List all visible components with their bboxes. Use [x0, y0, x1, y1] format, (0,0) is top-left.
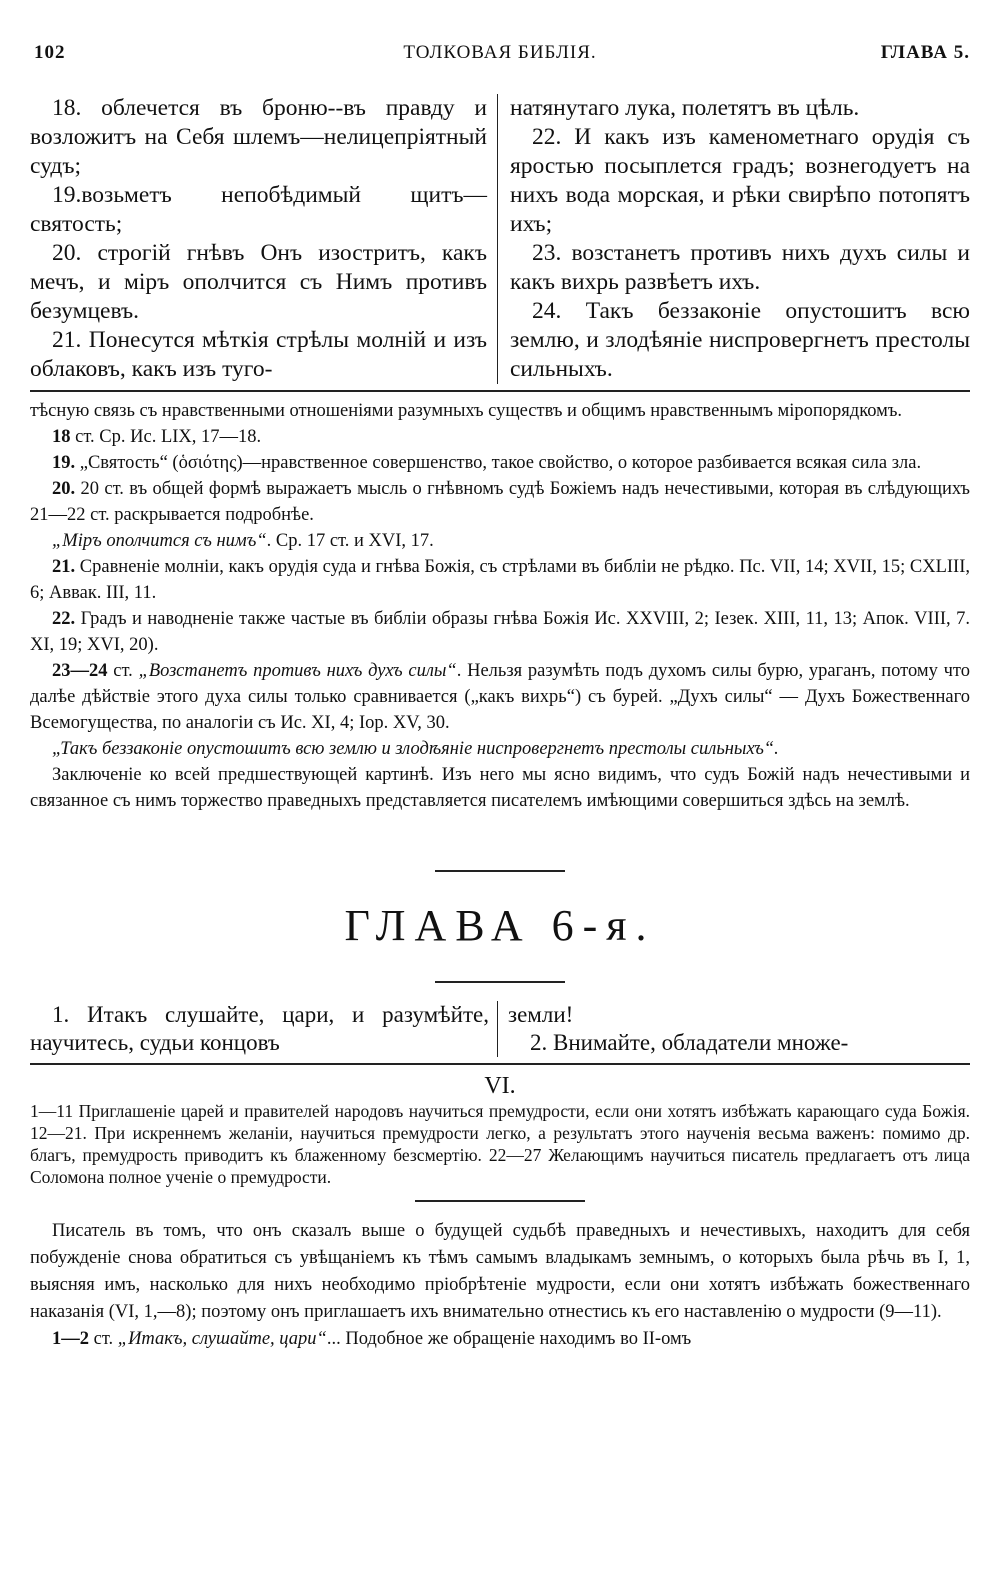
introduction — [30, 1218, 970, 1353]
commentary-24-quote: „Такъ беззаконіе опустошитъ всю землю и злодѣяніе ниспровергнетъ престолы сильныхъ“. — [52, 739, 779, 759]
commentary-22: 22. Градъ и наводненіе также частые въ библіи образы гнѣва Божія Ис. XXVIII, 2; Іезек. XIII, 11, 13; Апок. VIII, 7. XI, 19; XVI, 20). — [30, 609, 970, 655]
verses-left-column — [30, 94, 497, 384]
verses-chapter6 — [30, 1001, 970, 1057]
running-title: ТОЛКОВАЯ БИБЛІЯ. — [403, 42, 597, 63]
verse-18: 18. облечется въ броню--въ правду и возложитъ на Себя шлемъ—нелицепріятный судъ; — [30, 95, 487, 179]
intro-paragraph: Писатель въ томъ, что онъ сказалъ выше о будущей судьбѣ праведныхъ и нечестивыхъ, находитъ для себя побужденіе снова обратиться съ увѣщаніемъ къ тѣмъ самымъ владыкамъ земнымъ, о которыхъ была рѣчь въ I, 1, выясняя имъ, насколько для нихъ необходимо пріобрѣтеніе мудрости, если они хотятъ избѣжать божественнаго наказанія (VI, 1,—8); поэтому онъ приглашаетъ ихъ внимательно отнестись къ его наставленію о мудрости (9—11). — [30, 1220, 970, 1322]
chapter-summary — [30, 1100, 970, 1188]
commentary-divider — [30, 390, 970, 392]
commentary — [30, 398, 970, 814]
chapter-label: ГЛАВА 5. — [880, 42, 970, 63]
ch6-right-column — [497, 1001, 970, 1057]
running-header — [30, 32, 970, 62]
commentary-20-quote: „Міръ ополчится съ нимъ“. Ср. 17 ст. и XVI, 17. — [52, 531, 434, 551]
chapter-rule-bottom — [435, 981, 565, 983]
verse-21: 21. Понесутся мѣткія стрѣлы молній и изъ облаковъ, какъ изъ туго- — [30, 327, 487, 382]
verses-top — [30, 94, 970, 384]
ch6-verse-1-cont: земли! — [508, 1002, 574, 1027]
page — [30, 32, 970, 1353]
commentary-23-24: 23—24 ст. „Возстанетъ противъ нихъ духъ силы“. Нельзя разумѣть подъ духомъ силы бурю, ураганъ, потому что далѣе дѣйствіе этого духа силы только сравнивается („какъ вихрь“) съ бурей. „Духъ силы“ — Духъ Божественнаго Всемогущества, по аналогіи съ Ис. XI, 4; Іор. XV, 30. — [30, 661, 970, 733]
commentary-19: 19. „Святость“ (ὁσιότης)—нравственное совершенство, такое свойство, о которое разбивается всякая сила зла. — [52, 453, 922, 473]
ch6-verse-1: 1. Итакъ слушайте, цари, и разумѣйте, научитесь, судьи концовъ — [30, 1002, 489, 1055]
commentary-18: 18 ст. Ср. Ис. LIX, 17—18. — [52, 427, 262, 447]
ch6-divider — [30, 1063, 970, 1065]
chapter-title: ГЛАВА 6-я. — [344, 901, 656, 950]
chapter-roman-numeral: VI. — [484, 1073, 516, 1099]
summary-rule — [415, 1200, 585, 1202]
verse-23: 23. возстанетъ противъ нихъ духъ силы и какъ вихрь развѣетъ ихъ. — [510, 240, 970, 295]
commentary-21: 21. Сравненіе молніи, какъ орудія суда и гнѣва Божія, съ стрѣлами въ библіи не рѣдко. Пс. VII, 14; XVII, 15; CXLIII, 6; Аввак. III, 11. — [30, 557, 970, 603]
chapter-rule-top — [435, 870, 565, 872]
summary-text: 1—11 Приглашеніе царей и правителей народовъ научиться премудрости, если они хотятъ избѣжать карающаго суда Божія. 12—21. При искреннемъ желаніи, научиться премудрости легко, а результатъ этого наученія весьма важенъ: помимо др. благъ, премудрость приводитъ къ блаженному безсмертію. 22—27 Желающимъ научиться писатель предлагаетъ отъ лица Соломона полное ученіе о премудрости. — [30, 1101, 970, 1187]
ch6-left-column — [30, 1001, 497, 1057]
ch6-verse-2: 2. Внимайте, обладатели множе- — [530, 1030, 849, 1055]
verse-21-cont: натянутаго лука, полетятъ въ цѣль. — [510, 95, 860, 121]
verse-22: 22. И какъ изъ каменометнаго орудія съ яростью посыплется градъ; вознегодуетъ на нихъ вода морская, и рѣки свирѣпо потопятъ ихъ; — [510, 124, 970, 237]
verses-right-column — [497, 94, 970, 384]
page-number: 102 — [34, 42, 66, 63]
verse-24: 24. Такъ беззаконіе опустошитъ всю землю, и злодѣяніе ниспровергнетъ престолы сильныхъ. — [510, 298, 970, 382]
verse-19: 19.возьметъ непобѣдимый щитъ—святость; — [30, 182, 487, 237]
commentary-continuation: тѣсную связь съ нравственными отношеніями разумныхъ существъ и общимъ нравственнымъ міропорядкомъ. — [30, 401, 903, 421]
verse-20: 20. строгій гнѣвъ Онъ изостритъ, какъ мечъ, и міръ ополчится съ Нимъ противъ безумцевъ. — [30, 240, 487, 324]
commentary-conclusion: Заключеніе ко всей предшествующей картинѣ. Изъ него мы ясно видимъ, что судъ Божій надъ нечестивыми и связанное съ нимъ торжество праведныхъ представляется писателемъ имѣющими совершиться здѣсь на землѣ. — [30, 765, 970, 811]
commentary-20: 20. 20 ст. въ общей формѣ выражаетъ мысль о гнѣвномъ судѣ Божіемъ надъ нечестивыми, которая въ слѣдующихъ 21—22 ст. раскрывается подробнѣе. — [30, 479, 970, 525]
commentary-1-2: 1—2 ст. „Итакъ, слушайте, цари“... Подобное же обращеніе находимъ во II-омъ — [52, 1328, 692, 1349]
